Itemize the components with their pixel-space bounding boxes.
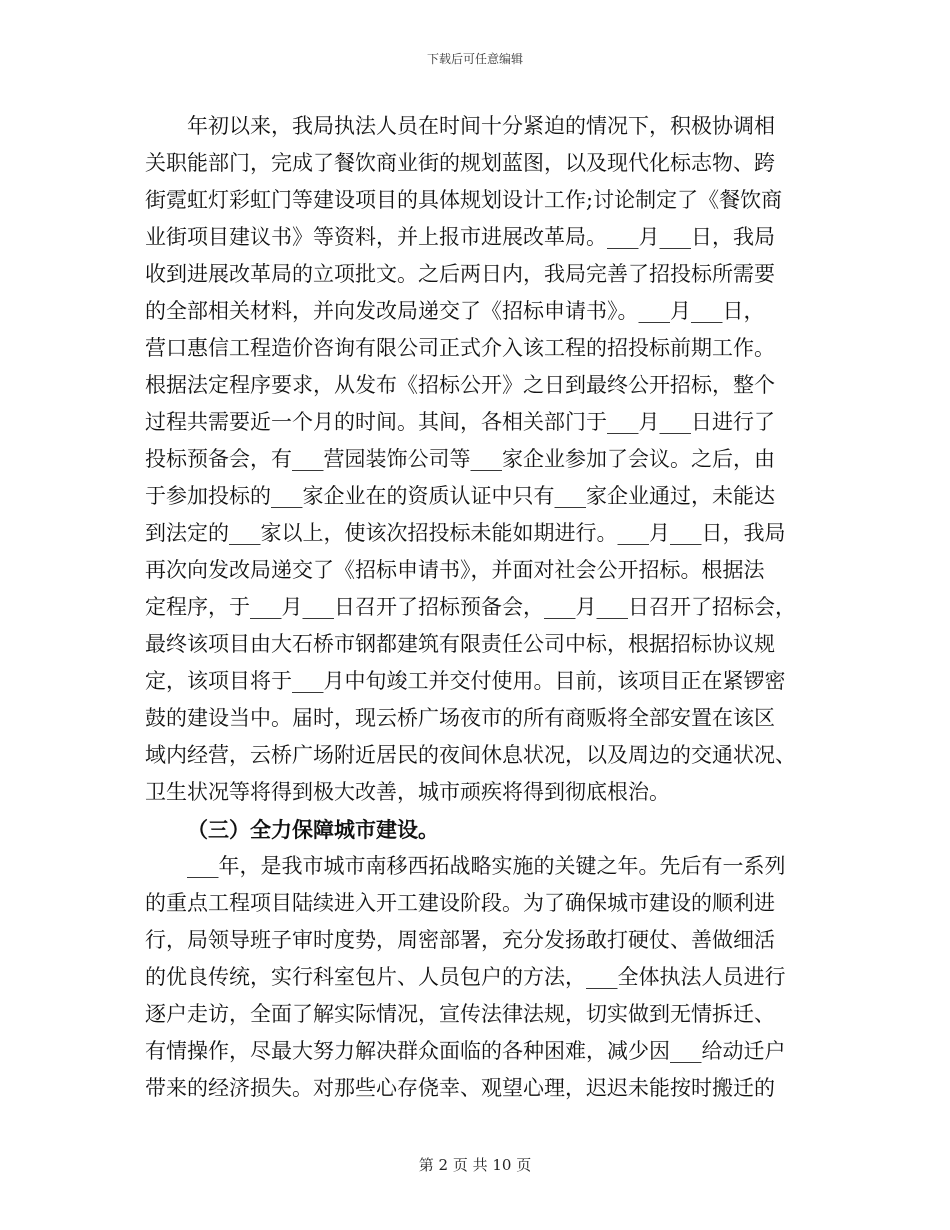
paragraph-line: 关职能部门，完成了餐饮商业街的规划蓝图，以及现代化标志物、跨 (145, 151, 775, 175)
paragraph-line: 带来的经济损失。对那些心存侥幸、观望心理，迟迟未能按时搬迁的 (145, 1076, 775, 1100)
paragraph-line: 的重点工程项目陆续进入开工建设阶段。为了确保城市建设的顺利进 (145, 891, 775, 915)
paragraph-line: 再次向发改局递交了《招标申请书》，并面对社会公开招标。根据法 (145, 558, 765, 582)
paragraph-line: ___年，是我市城市南移西拓战略实施的关键之年。先后有一系列 (187, 854, 786, 878)
paragraph-line: 营口惠信工程造价咨询有限公司正式介入该工程的招投标前期工作。 (145, 336, 775, 360)
paragraph-line: 最终该项目由大石桥市钢都建筑有限责任公司中标，根据招标协议规 (145, 632, 775, 656)
paragraph-line: 过程共需要近一个月的时间。其间，各相关部门于___月___日进行了 (145, 410, 775, 434)
paragraph-line: 年初以来，我局执法人员在时间十分紧迫的情况下，积极协调相 (187, 114, 775, 138)
paragraph-line: 到法定的___家以上，使该次招投标未能如期进行。___月___日，我局 (145, 521, 786, 545)
page-number-footer: 第 2 页 共 10 页 (418, 1156, 532, 1174)
paragraph-line: 鼓的建设当中。届时，现云桥广场夜市的所有商贩将全部安置在该区 (145, 706, 775, 730)
paragraph-line: 逐户走访，全面了解实际情况，宣传法律法规，切实做到无情拆迁、 (145, 1002, 775, 1026)
paragraph-line: 有情操作，尽最大努力解决群众面临的各种困难，减少因___给动迁户 (145, 1039, 786, 1063)
paragraph-line: 卫生状况等将得到极大改善，城市顽疾将得到彻底根治。 (145, 780, 670, 804)
paragraph-line: 投标预备会，有___营园装饰公司等___家企业参加了会议。之后，由 (145, 447, 775, 471)
paragraph-line: 的优良传统，实行科室包片、人员包户的方法，___全体执法人员进行 (145, 965, 786, 989)
paragraph-line: 的全部相关材料，并向发改局递交了《招标申请书》。___月___日， (145, 299, 765, 323)
paragraph-line: 定，该项目将于___月中旬竣工并交付使用。目前，该项目正在紧锣密 (145, 669, 786, 693)
section-heading: （三）全力保障城市建设。 (187, 817, 439, 842)
document-body (145, 108, 810, 1107)
paragraph-line: 街霓虹灯彩虹门等建设项目的具体规划设计工作;讨论制定了《餐饮商 (145, 188, 783, 212)
paragraph-line: 业街项目建议书》等资料，并上报市进展改革局。___月___日，我局 (145, 225, 775, 249)
paragraph-line: 根据法定程序要求，从发布《招标公开》之日到最终公开招标，整个 (145, 373, 775, 397)
page-header: 下载后可任意编辑 (426, 52, 523, 66)
paragraph-line: 定程序，于___月___日召开了招标预备会，___月___日召开了招标会， (145, 595, 796, 619)
paragraph-line: 行，局领导班子审时度势，周密部署，充分发扬敢打硬仗、善做细活 (145, 928, 775, 952)
paragraph-line: 收到进展改革局的立项批文。之后两日内，我局完善了招投标所需要 (145, 262, 775, 286)
paragraph-line: 于参加投标的___家企业在的资质认证中只有___家企业通过，未能达 (145, 484, 775, 508)
paragraph-line: 域内经营，云桥广场附近居民的夜间休息状况，以及周边的交通状况、 (145, 743, 796, 767)
